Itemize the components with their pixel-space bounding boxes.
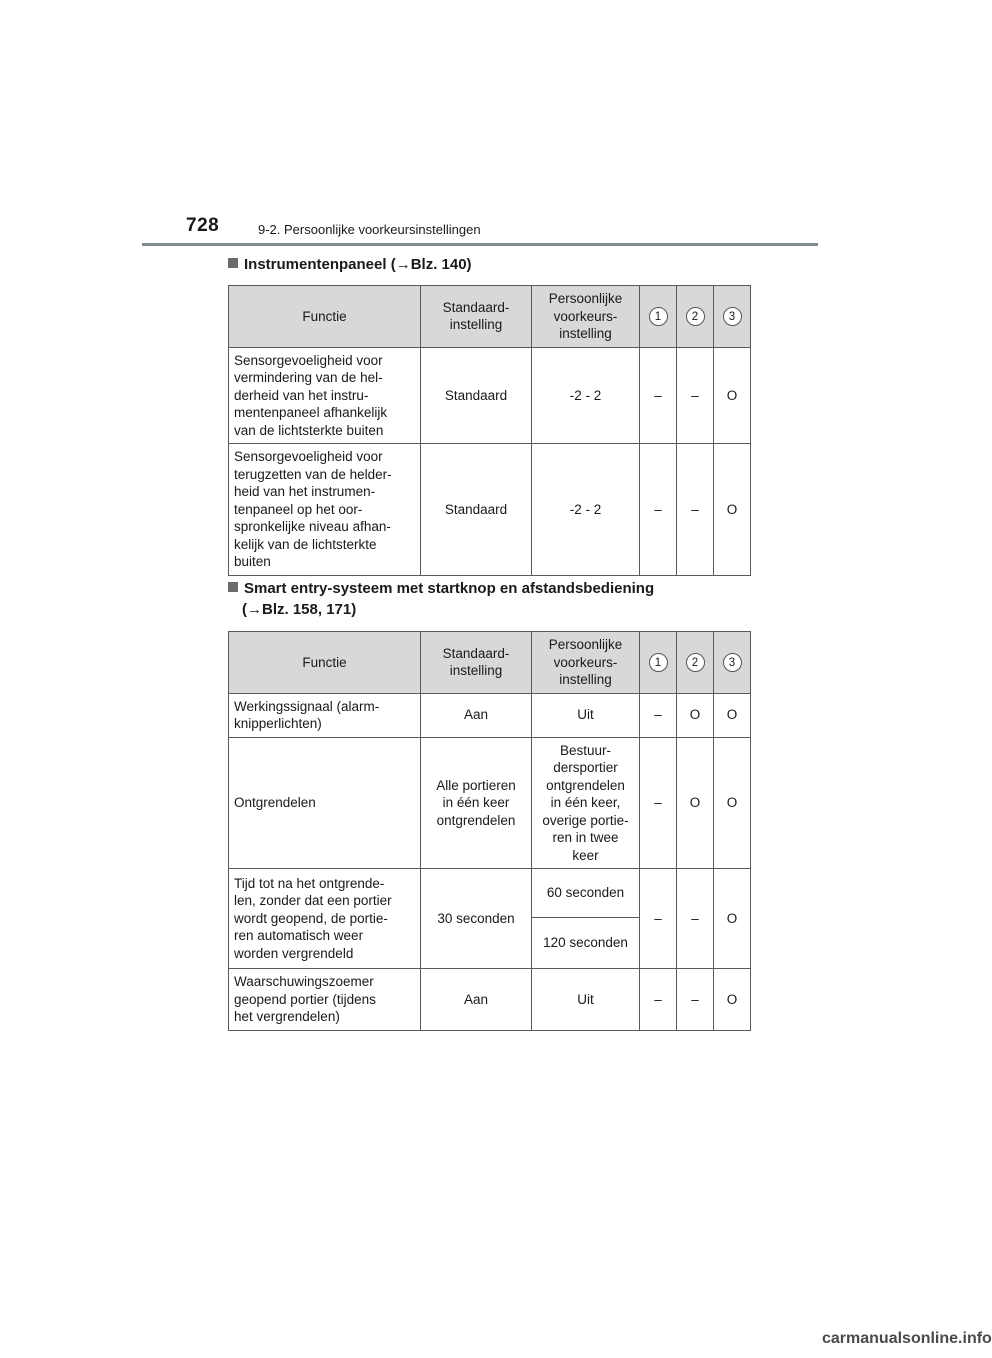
table-smart-entry (228, 631, 751, 1031)
cell-default: 30 seconden (421, 869, 532, 969)
cell-function: Sensorgevoeligheid voor vermindering van de hel- derheid van het instru- mentenpaneel afhankelijk van de lichtsterkte buiten (229, 347, 421, 444)
watermark-footer: carmanualsonline.info (822, 1330, 992, 1347)
col-header-custom: Persoonlijke voorkeurs- instelling (532, 632, 640, 694)
cell-c3: O (714, 347, 751, 444)
cell-custom-b: 120 seconden (532, 918, 640, 969)
cell-default: Standaard (421, 444, 532, 576)
cell-c1: – (640, 969, 677, 1031)
col-header-1 (640, 286, 677, 348)
cell-c2: – (677, 869, 714, 969)
heading-smart-entry (228, 578, 654, 620)
cell-c2: – (677, 969, 714, 1031)
cell-c3: O (714, 693, 751, 737)
table-header-row (229, 632, 751, 694)
cell-c1: – (640, 693, 677, 737)
col-header-2 (677, 632, 714, 694)
table-row (229, 693, 751, 737)
section-title: 9-2. Persoonlijke voorkeursinstellingen (258, 222, 481, 237)
heading-instrumentenpaneel (228, 254, 472, 275)
cell-custom: -2 - 2 (532, 444, 640, 576)
cell-c3: O (714, 737, 751, 869)
circled-number-2-icon: 2 (686, 307, 705, 326)
cell-function: Waarschuwingszoemer geopend portier (tijdens het vergrendelen) (229, 969, 421, 1031)
cell-c1: – (640, 347, 677, 444)
page-number: 728 (186, 215, 220, 236)
table-row (229, 347, 751, 444)
heading-text: Instrumentenpaneel (→Blz. 140) (244, 256, 472, 273)
cell-custom: Bestuur- dersportier ontgrendelen in één keer, overige portie- ren in twee keer (532, 737, 640, 869)
circled-number-3-icon: 3 (723, 653, 742, 672)
table-row (229, 869, 751, 918)
cell-function: Sensorgevoeligheid voor terugzetten van de helder- heid van het instrumen- tenpaneel op het oor- spronkelijke niveau afhan- kelijk van de lichtsterkte buiten (229, 444, 421, 576)
cell-c3: O (714, 869, 751, 969)
table-row (229, 969, 751, 1031)
table-row (229, 737, 751, 869)
heading-text-line2: (→Blz. 158, 171) (242, 601, 357, 618)
header-rule (142, 243, 818, 246)
circled-number-3-icon: 3 (723, 307, 742, 326)
col-header-default: Standaard- instelling (421, 286, 532, 348)
col-header-3 (714, 632, 751, 694)
cell-c2: – (677, 347, 714, 444)
cell-c2: – (677, 444, 714, 576)
cell-function: Werkingssignaal (alarm- knipperlichten) (229, 693, 421, 737)
table-instrumentenpaneel (228, 285, 751, 576)
cell-custom-a: 60 seconden (532, 869, 640, 918)
cell-c3: O (714, 969, 751, 1031)
square-bullet-icon (228, 258, 238, 268)
cell-custom: Uit (532, 693, 640, 737)
table-header-row (229, 286, 751, 348)
col-header-custom: Persoonlijke voorkeurs- instelling (532, 286, 640, 348)
col-header-1 (640, 632, 677, 694)
col-header-function: Functie (229, 632, 421, 694)
cell-c1: – (640, 444, 677, 576)
cell-function: Ontgrendelen (229, 737, 421, 869)
circled-number-1-icon: 1 (649, 653, 668, 672)
cell-custom: Uit (532, 969, 640, 1031)
heading-text-line1: Smart entry-systeem met startknop en afstandsbediening (244, 580, 655, 597)
col-header-function: Functie (229, 286, 421, 348)
cell-function: Tijd tot na het ontgrende- len, zonder dat een portier wordt geopend, de portie- ren automatisch weer worden vergrendeld (229, 869, 421, 969)
col-header-default: Standaard- instelling (421, 632, 532, 694)
cell-c3: O (714, 444, 751, 576)
cell-c1: – (640, 737, 677, 869)
cell-default: Aan (421, 693, 532, 737)
cell-c1: – (640, 869, 677, 969)
cell-c2: O (677, 693, 714, 737)
col-header-2 (677, 286, 714, 348)
cell-default: Aan (421, 969, 532, 1031)
cell-default: Alle portieren in één keer ontgrendelen (421, 737, 532, 869)
cell-default: Standaard (421, 347, 532, 444)
table-row (229, 444, 751, 576)
cell-custom: -2 - 2 (532, 347, 640, 444)
circled-number-1-icon: 1 (649, 307, 668, 326)
cell-c2: O (677, 737, 714, 869)
square-bullet-icon (228, 582, 238, 592)
circled-number-2-icon: 2 (686, 653, 705, 672)
col-header-3 (714, 286, 751, 348)
